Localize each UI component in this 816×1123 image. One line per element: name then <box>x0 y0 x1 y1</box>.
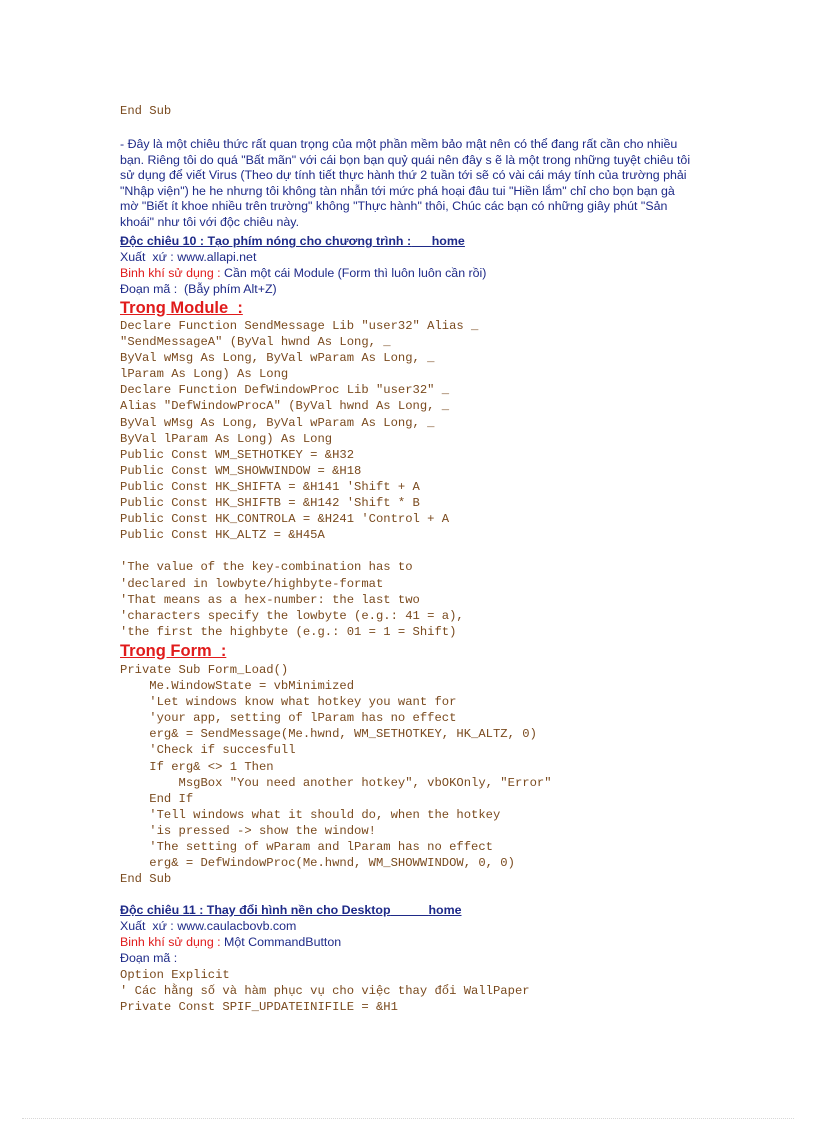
end-sub-line: End Sub <box>120 104 172 118</box>
source-value: www.allapi.net <box>173 250 257 264</box>
section-11-title: Độc chiêu 11 : Thay đổi hình nền cho Desktop <box>120 903 391 917</box>
section-11-code: Option Explicit ' Các hằng số và hàm phục vụ cho việc thay đổi WallPaper Private Const SPIF_UPDATEINIFILE = &H1 <box>120 968 530 1015</box>
form-code: Private Sub Form_Load() Me.WindowState = vbMinimized 'Let windows know what hotkey you want for 'your app, setting of lParam has no effect erg& = SendMessage(Me.hwnd, WM_SETHOTKEY, HK_ALTZ, 0) 'Check if succesfull If erg& <> 1 Then MsgBox "You need another hotkey", vbOKOnly, "Error" End If 'Tell windows what it should do, when the hotkey 'is pressed -> show the window! 'The setting of wParam and lParam has no effect erg& = DefWindowProc(Me.hwnd, WM_SHOWWINDOW, 0, 0) End Sub <box>120 663 552 887</box>
weapon-label: Binh khí sử dụng : <box>120 266 221 280</box>
source-label: Xuất xứ : <box>120 250 174 264</box>
intro-paragraph: - Đây là một chiêu thức rất quan trọng của một phần mềm bảo mật nên có thể đang rất cần cho nhiều bạn. Riêng tôi do quá "Bất mãn" với cái bọn bạn quỷ quái nên đây s ẽ là một trong những tuyệt chiêu tôi sử dụng để viết Virus (Theo dự tính tiết thực hành thứ 2 tuần tới sẽ có vài cái máy tính của trường phải "Nhập viện") he he nhưng tôi không tàn nhẫn tới mức phá hoại đâu tui "Hiền lắm" chỉ cho bọn bạn gà mờ "Biết ít khoe nhiều trên trường" không "Thực hành" thôi, Chúc các bạn có những giây phút "Sản khoái" như tôi với độc chiêu này. <box>120 137 691 229</box>
section-11-code-label: Đoạn mã : <box>120 951 178 965</box>
section-10-source <box>120 250 256 266</box>
module-code: Declare Function SendMessage Lib "user32" Alias _ "SendMessageA" (ByVal hwnd As Long, _ ByVal wMsg As Long, ByVal wParam As Long, _ lParam As Long) As Long Declare Function DefWindowProc Lib "user32" _ Alias "DefWindowProcA" (ByVal hwnd As Long, _ ByVal wMsg As Long, ByVal wParam As Long, _ ByVal lParam As Long) As Long Public Const WM_SETHOTKEY = &H32 Public Const WM_SHOWWINDOW = &H18 Public Const HK_SHIFTA = &H141 'Shift + A Public Const HK_SHIFTB = &H142 'Shift * B Public Const HK_CONTROLA = &H241 'Control + A Public Const HK_ALTZ = &H45A 'The value of the key-combination has to 'declared in lowbyte/highbyte-format 'That means as a hex-number: the last two 'characters specify the lowbyte (e.g.: 41 = a), 'the first the highbyte (e.g.: 01 = 1 = Shift) <box>120 319 479 639</box>
weapon-value: Cần một cái Module (Form thì luôn luôn cần rồi) <box>220 266 487 280</box>
module-title: Trong Module : <box>120 299 243 317</box>
section-11-home-link[interactable]: home <box>428 903 462 917</box>
section-10-heading <box>120 234 465 250</box>
section-10-home-link[interactable]: home <box>431 234 465 248</box>
section-10-title: Độc chiêu 10 : Tạo phím nóng cho chương trình : <box>120 234 412 248</box>
section-10-code-label <box>120 282 277 298</box>
code-label: Đoạn mã : <box>120 282 178 296</box>
weapon-value: Một CommandButton <box>220 935 342 949</box>
section-11-weapon <box>120 935 341 951</box>
section-10-weapon <box>120 266 486 282</box>
code-value: (Bẫy phím Alt+Z) <box>177 282 277 296</box>
page-bottom-divider <box>22 1118 794 1119</box>
source-value: www.caulacbovb.com <box>173 919 297 933</box>
source-label: Xuất xứ : <box>120 919 174 933</box>
section-11-source <box>120 919 296 935</box>
form-title: Trong Form : <box>120 642 227 660</box>
weapon-label: Binh khí sử dụng : <box>120 935 221 949</box>
section-11-heading <box>120 903 462 919</box>
